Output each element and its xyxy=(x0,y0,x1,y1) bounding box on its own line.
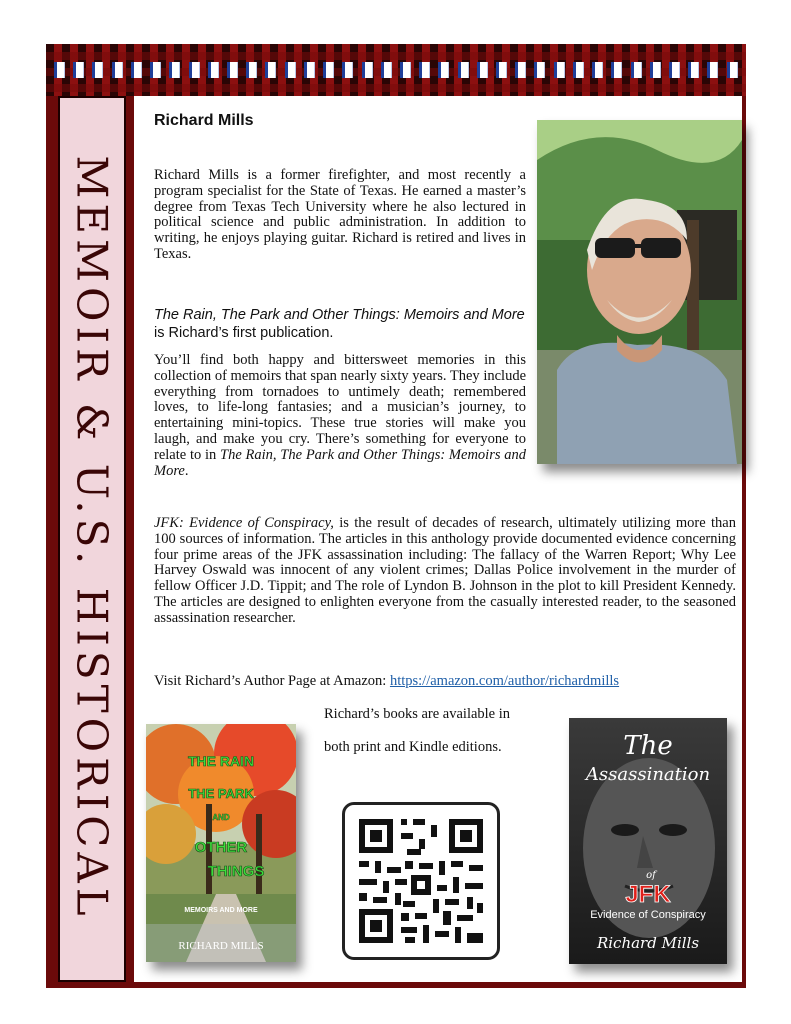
book1-author: RICHARD MILLS xyxy=(178,940,264,952)
availability-line-2: both print and Kindle editions. xyxy=(324,739,502,755)
book2-title-assassination: Assassination xyxy=(585,764,711,785)
availability-line-1: Richard’s books are available in xyxy=(324,706,511,722)
book1-title-line4: OTHER xyxy=(194,839,248,856)
jfk-description: JFK: Evidence of Conspiracy, is the result of decades of research, ultimately utilizing more than 100 sources of information. The articles in this anthology provide documented evidence concerning four prime areas of the JFK assassination including: The fallacy of the Warren Report; Why Lee Harvey Oswald was innocent of any violent crimes; Dallas Police involvement in the murder of fellow Officer J.D. Tippit; and The role of Lyndon B. Johnson in the plot to kill President Kennedy. The articles are designed to enlighten everyone from the casually interested reader, to the seasoned assassination researcher. xyxy=(154,515,736,626)
qr-code[interactable] xyxy=(342,802,500,960)
amazon-author-link[interactable]: https://amazon.com/author/richardmills xyxy=(389,673,620,689)
author-bio: Richard Mills is a former firefighter, and most recently a program specialist for the State of Texas. He earned a master’s degree from Texas Tech University where he also lectured in political science and public administration. In addition to writing, he enjoys playing guitar. Richard is retired and lives in Texas. xyxy=(154,167,526,262)
book1-title-line3: AND xyxy=(212,813,230,822)
book2-of: of xyxy=(646,870,656,881)
memoir-book-cover[interactable] xyxy=(146,724,296,962)
first-publication: The Rain, The Park and Other Things: Memoirs and More is Richard’s first publication. xyxy=(154,307,525,341)
author-photo xyxy=(537,120,742,464)
book2-jfk: JFK xyxy=(625,881,671,908)
sidebar-title: MEMOIR & U.S. HISTORICAL xyxy=(67,155,117,921)
book1-title-line1: THE RAIN xyxy=(187,753,255,769)
memoir-description: You’ll find both happy and bittersweet memories in this collection of memoirs that span nearly sixty years. They include everything from tornadoes to untimely death; remembered loves, to life-long fantasies; and a musician’s journey, to entertaining mini-topics. These true stories will make you laugh, and make you cry. There’s something for everyone to relate to in The Rain, The Park and Other Things: Memoirs and More. xyxy=(154,352,526,479)
border-block-row xyxy=(54,62,738,78)
book2-author: Richard Mills xyxy=(596,934,700,952)
book1-title-line2: THE PARK xyxy=(188,786,254,801)
author-name: Richard Mills xyxy=(154,112,254,129)
book1-title-line5: THINGS xyxy=(207,863,265,880)
book2-title-the: The xyxy=(623,731,673,761)
book2-subtitle: Evidence of Conspiracy xyxy=(590,909,706,921)
book1-subtitle: MEMOIRS AND MORE xyxy=(184,907,258,914)
jfk-book-cover[interactable] xyxy=(569,718,727,964)
amazon-visit-line: Visit Richard’s Author Page at Amazon: https://amazon.com/author/richardmills xyxy=(154,673,620,689)
